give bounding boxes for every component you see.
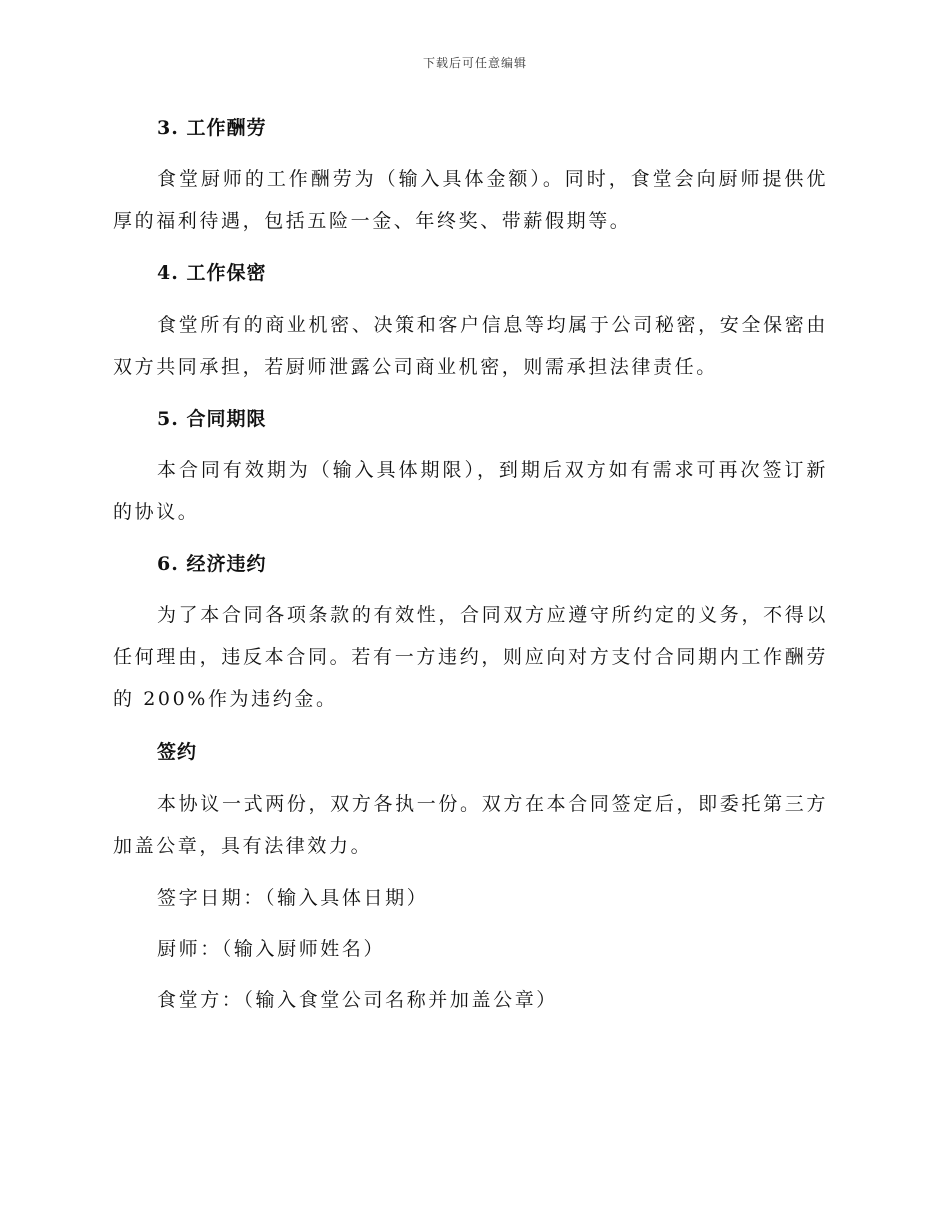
- chef-signature-line: 厨师：（输入厨师姓名）: [157, 938, 386, 960]
- section-heading-term: 5. 合同期限: [157, 408, 267, 430]
- section-paragraph-remuneration: 食堂厨师的工作酬劳为（输入具体金额）。同时，食堂会向厨师提供优厚的福利待遇，包括五险一金、年终奖、带薪假期等。: [113, 168, 828, 232]
- section-heading-breach: 6. 经济违约: [157, 553, 267, 575]
- section-paragraph-confidentiality: 食堂所有的商业机密、决策和客户信息等均属于公司秘密，安全保密由双方共同承担，若厨师泄露公司商业机密，则需承担法律责任。: [113, 314, 828, 378]
- signing-date-line: 签字日期：（输入具体日期）: [157, 887, 429, 909]
- signing-heading: 签约: [157, 741, 198, 763]
- section-paragraph-term: 本合同有效期为（输入具体期限），到期后双方如有需求可再次签订新的协议。: [113, 459, 828, 523]
- page-header: 下载后可任意编辑: [422, 56, 527, 70]
- section-heading-confidentiality: 4. 工作保密: [157, 262, 267, 284]
- section-paragraph-breach: 为了本合同各项条款的有效性，合同双方应遵守所约定的义务，不得以任何理由，违反本合同。若有一方违约，则应向对方支付合同期内工作酬劳的 200%作为违约金。: [113, 604, 828, 710]
- section-heading-remuneration: 3. 工作酬劳: [157, 117, 267, 139]
- canteen-signature-line: 食堂方：（输入食堂公司名称并加盖公章）: [157, 989, 558, 1011]
- signing-paragraph: 本协议一式两份，双方各执一份。双方在本合同签定后，即委托第三方加盖公章，具有法律效力。: [113, 793, 828, 857]
